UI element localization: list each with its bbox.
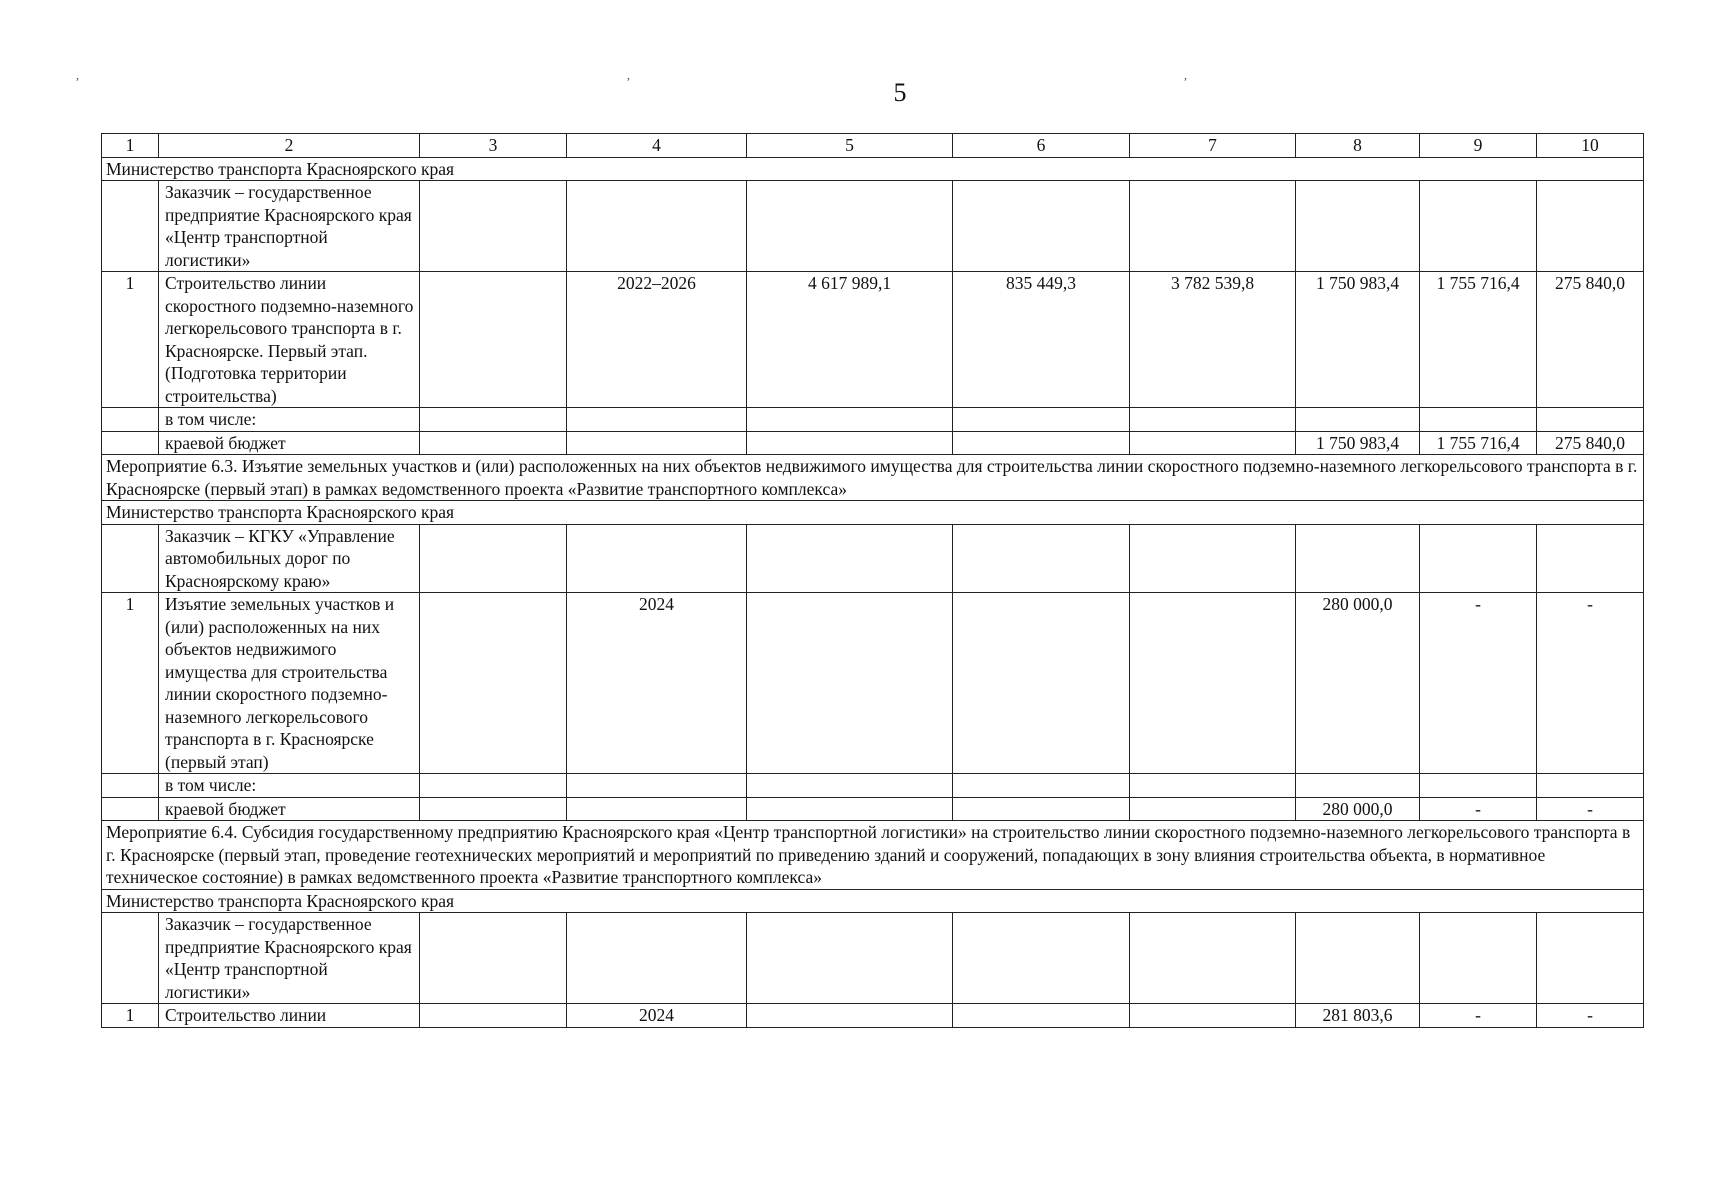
value-cell: 1 750 983,4 <box>1296 272 1420 408</box>
item-name: Изъятие земельных участков и (или) расположенных на них объектов недвижимого имущества для строительства линии скоростного подземно-наземного легкорельсового транспорта в г. Красноярске (первый этап) <box>159 593 420 774</box>
measure-6-4-text: Мероприятие 6.4. Субсидия государственному предприятию Красноярского края «Центр транспортной логистики» на строительство линии скоростного подземно-наземного легкорельсового транспорта в г. Красноярске (первый этап, проведение геотехнических мероприятий и мероприятий по приведению зданий и сооружений, попадающих в зону влияния строительства объекта, в нормативное техническое состояние) в рамках ведомственного проекта «Развитие транспортного комплекса» <box>102 821 1644 890</box>
budget-label: краевой бюджет <box>159 797 420 821</box>
item-name: Строительство линии <box>159 1004 420 1028</box>
ministry-label: Министерство транспорта Красноярского края <box>102 157 1644 181</box>
ministry-label: Министерство транспорта Красноярского края <box>102 889 1644 913</box>
page-number: 5 <box>893 78 907 107</box>
measure-row <box>102 821 1644 890</box>
scan-mark: , <box>627 68 630 82</box>
row-number: 1 <box>102 272 159 408</box>
including-row <box>102 774 1644 798</box>
value-cell: 1 755 716,4 <box>1420 431 1537 455</box>
header-cell: 10 <box>1537 134 1644 158</box>
budget-label: краевой бюджет <box>159 431 420 455</box>
value-cell: 280 000,0 <box>1296 797 1420 821</box>
value-cell: - <box>1420 1004 1537 1028</box>
header-cell: 5 <box>747 134 953 158</box>
including-label: в том числе: <box>159 408 420 432</box>
value-cell: 4 617 989,1 <box>747 272 953 408</box>
scan-mark: , <box>76 68 79 82</box>
row-number: 1 <box>102 1004 159 1028</box>
header-cell: 4 <box>567 134 747 158</box>
value-cell: - <box>1420 797 1537 821</box>
ministry-row <box>102 157 1644 181</box>
value-cell: 275 840,0 <box>1537 272 1644 408</box>
header-row <box>102 134 1644 158</box>
row-number: 1 <box>102 593 159 774</box>
measure-row <box>102 455 1644 501</box>
program-table <box>101 133 1644 1028</box>
value-cell: 275 840,0 <box>1537 431 1644 455</box>
customer-label: Заказчик – государственное предприятие Красноярского края «Центр транспортной логистики» <box>159 181 420 272</box>
customer-row <box>102 913 1644 1004</box>
measure-6-3-text: Мероприятие 6.3. Изъятие земельных участков и (или) расположенных на них объектов недвижимого имущества для строительства линии скоростного подземно-наземного легкорельсового транспорта в г. Красноярске (первый этап) в рамках ведомственного проекта «Развитие транспортного комплекса» <box>102 455 1644 501</box>
table-row <box>102 272 1644 408</box>
customer-row <box>102 181 1644 272</box>
value-cell: 1 750 983,4 <box>1296 431 1420 455</box>
value-cell: - <box>1537 593 1644 774</box>
value-cell: 3 782 539,8 <box>1130 272 1296 408</box>
header-cell: 6 <box>953 134 1130 158</box>
header-cell: 9 <box>1420 134 1537 158</box>
ministry-row <box>102 889 1644 913</box>
table-row <box>102 1004 1644 1028</box>
value-cell: - <box>1537 1004 1644 1028</box>
header-cell: 1 <box>102 134 159 158</box>
budget-row <box>102 431 1644 455</box>
header-cell: 3 <box>420 134 567 158</box>
value-cell: 280 000,0 <box>1296 593 1420 774</box>
customer-label: Заказчик – КГКУ «Управление автомобильных дорог по Красноярскому краю» <box>159 524 420 593</box>
item-name: Строительство линии скоростного подземно-наземного легкорельсового транспорта в г. Красноярске. Первый этап. (Подготовка территории строительства) <box>159 272 420 408</box>
customer-label: Заказчик – государственное предприятие Красноярского края «Центр транспортной логистики» <box>159 913 420 1004</box>
including-row <box>102 408 1644 432</box>
table-row <box>102 593 1644 774</box>
period-cell: 2024 <box>567 593 747 774</box>
period-cell: 2022–2026 <box>567 272 747 408</box>
ministry-label: Министерство транспорта Красноярского края <box>102 501 1644 525</box>
budget-row <box>102 797 1644 821</box>
header-cell: 2 <box>159 134 420 158</box>
ministry-row <box>102 501 1644 525</box>
including-label: в том числе: <box>159 774 420 798</box>
customer-row <box>102 524 1644 593</box>
period-cell: 2024 <box>567 1004 747 1028</box>
header-cell: 8 <box>1296 134 1420 158</box>
value-cell: 281 803,6 <box>1296 1004 1420 1028</box>
value-cell: 1 755 716,4 <box>1420 272 1537 408</box>
value-cell: - <box>1537 797 1644 821</box>
header-cell: 7 <box>1130 134 1296 158</box>
scan-mark: , <box>1184 68 1187 82</box>
value-cell: - <box>1420 593 1537 774</box>
value-cell: 835 449,3 <box>953 272 1130 408</box>
